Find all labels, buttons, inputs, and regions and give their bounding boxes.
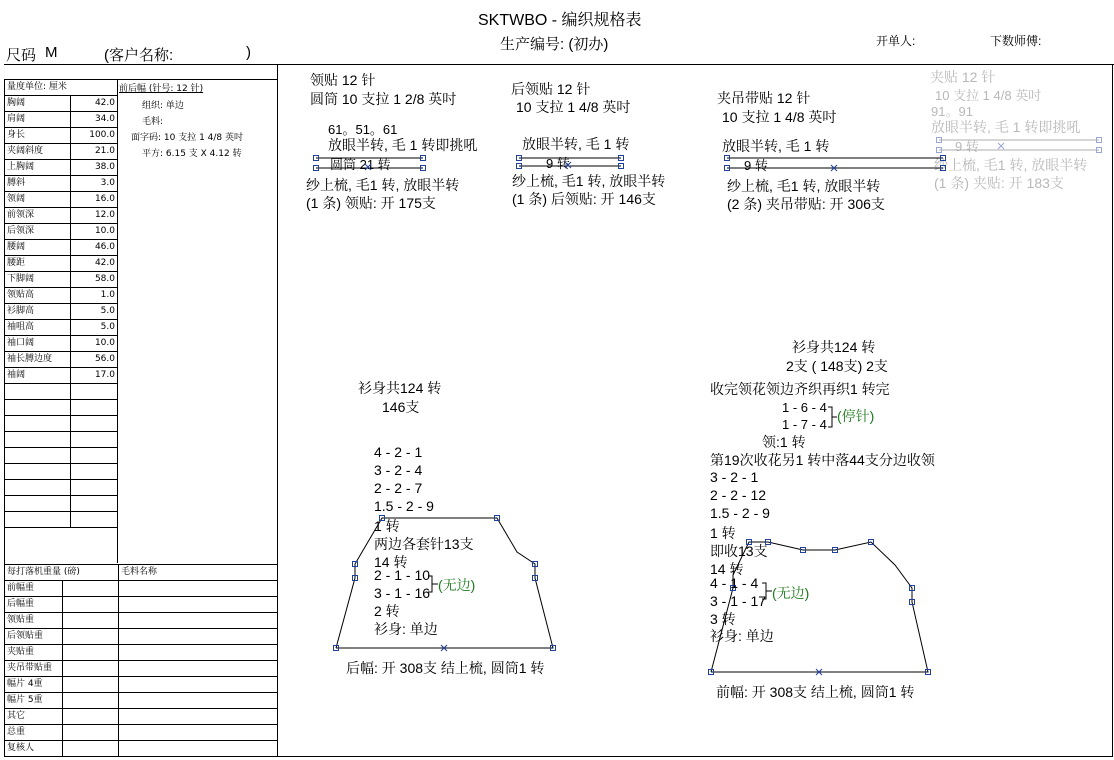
armhole-line2: (1 条) 夹贴: 开 183支 (934, 175, 1064, 191)
front-side-step-1: 4 - 1 - 4 (710, 575, 759, 591)
front-footer: 前幅: 开 308支 结上梳, 圆筒1 转 (716, 684, 915, 700)
measurement-value: 17.0 (71, 368, 118, 384)
measurement-value: 1.0 (71, 288, 118, 304)
measurement-value: 12.0 (71, 208, 118, 224)
strap-line1: 纱上梳, 毛1 转, 放眼半转 (727, 178, 881, 194)
collar-sub: 圆筒 10 支拉 1 2/8 英吋 (310, 91, 457, 107)
back-collar-note: 放眼半转, 毛 1 转 (522, 136, 630, 152)
front-step: 3 - 2 - 1 (710, 469, 759, 485)
collar-trim-box (314, 156, 426, 171)
fabric-organization: 组织: 单边 (142, 101, 184, 111)
strap-box-label: 9 转 (744, 158, 768, 173)
fabric-yarn: 毛料: (142, 117, 164, 127)
back-total-rows: 衫身共124 转 (358, 380, 442, 396)
weights-header-left: 每打落机重量 (磅) (5, 565, 119, 581)
collar-title: 领贴 12 针 (310, 72, 376, 88)
weight-label: 幅片 5重 (5, 693, 63, 709)
measurement-name: 肩阔 (5, 112, 71, 128)
production-number: 生产编号: (初办) (500, 36, 609, 53)
size-label: 尺码 (6, 47, 37, 64)
back-collar-sub: 10 支拉 1 4/8 英吋 (516, 99, 631, 115)
weights-header-right: 毛料名称 (119, 565, 278, 581)
measurement-name: 袖长膊边度 (5, 352, 71, 368)
front-stitches: 2支 ( 148支) 2支 (786, 358, 888, 374)
fabric-gauge: 平方: 6.15 支 X 4.12 转 (142, 149, 242, 159)
back-collar-line2: (1 条) 后领贴: 开 146支 (512, 191, 656, 207)
measurement-name: 腰距 (5, 256, 71, 272)
weight-label: 其它 (5, 709, 63, 725)
weight-label: 复核人 (5, 741, 63, 757)
measurement-value: 58.0 (71, 272, 118, 288)
back-after-2: 衫身: 单边 (374, 621, 438, 637)
back-footer: 后幅: 开 308支 结上梳, 圆筒1 转 (346, 660, 545, 676)
weight-label: 夹贴重 (5, 645, 63, 661)
fabric-header: 前后幅 (针号: 12 针) (119, 84, 204, 94)
strap-note: 放眼半转, 毛 1 转 (722, 138, 830, 154)
front-side-note: (无边) (772, 585, 810, 601)
measurement-name: 前领深 (5, 208, 71, 224)
weight-label: 总重 (5, 725, 63, 741)
measurement-value: 46.0 (71, 240, 118, 256)
back-step: 4 - 2 - 1 (374, 444, 423, 460)
measurement-name: 胸阔 (5, 96, 71, 112)
collar-line1: 纱上梳, 毛1 转, 放眼半转 (306, 177, 460, 193)
collar-counts: 61。51。61 (328, 122, 398, 137)
weight-label: 领贴重 (5, 613, 63, 629)
armhole-box-label: 9 转 (955, 139, 979, 154)
front-split-note: 第19次收花另1 转中落44支分边收领 (710, 452, 935, 468)
measurement-value: 10.0 (71, 336, 118, 352)
back-step: 14 转 (374, 554, 408, 570)
back-step: 1 转 (374, 518, 400, 534)
client-name-label: (客户名称: (104, 47, 174, 64)
front-neck-note: (停针) (837, 408, 875, 424)
collar-note: 放眼半转, 毛 1 转即挑吼 (328, 137, 478, 153)
front-collar-row: 领:1 转 (762, 434, 806, 450)
weight-label: 后领贴重 (5, 629, 63, 645)
sheet-title: SKTWBO - 编织规格表 (478, 12, 642, 29)
armhole-trim-box (937, 138, 1102, 153)
measurement-value: 5.0 (71, 304, 118, 320)
back-side-step-1: 2 - 1 - 10 (374, 567, 431, 583)
back-collar-trim-box (517, 156, 624, 169)
measurement-name: 袖口阔 (5, 336, 71, 352)
measurement-name: 袖阔 (5, 368, 71, 384)
front-step: 即收13支 (710, 543, 768, 559)
measurement-value: 21.0 (71, 144, 118, 160)
front-step: 1.5 - 2 - 9 (710, 505, 770, 521)
measurement-name: 上胸阔 (5, 160, 71, 176)
weight-label: 前幅重 (5, 581, 63, 597)
measurement-value: 42.0 (71, 96, 118, 112)
measurement-value: 42.0 (71, 256, 118, 272)
back-side-note: (无边) (438, 577, 476, 593)
measurement-name: 后领深 (5, 224, 71, 240)
measurement-name: 袖咀高 (5, 320, 71, 336)
front-side-step-2: 3 - 1 - 17 (710, 593, 767, 609)
measurement-value: 34.0 (71, 112, 118, 128)
fabric-sample: 面字码: 10 支拉 1 4/8 英吋 (131, 133, 243, 143)
armhole-note: 放眼半转, 毛 1 转即挑吼 (931, 119, 1081, 135)
back-collar-box-label: 9 转 (546, 156, 570, 171)
back-step: 2 - 2 - 7 (374, 480, 423, 496)
weight-label: 夹吊带贴重 (5, 661, 63, 677)
measurements-unit-label: 量度单位: 厘米 (5, 80, 118, 96)
client-name-close: ) (246, 44, 251, 61)
measurement-value: 38.0 (71, 160, 118, 176)
back-collar-line1: 纱上梳, 毛1 转, 放眼半转 (512, 173, 666, 189)
front-neck-step-1: 1 - 6 - 4 (782, 400, 827, 415)
front-neck-step-2: 1 - 7 - 4 (782, 417, 827, 432)
back-collar-title: 后领贴 12 针 (511, 81, 591, 97)
front-after-1: 3 转 (710, 611, 736, 627)
armhole-title: 夹贴 12 针 (930, 69, 996, 85)
measurement-name: 膊斜 (5, 176, 71, 192)
front-neck-bracket (828, 407, 837, 427)
strap-trim-box (725, 156, 946, 172)
back-step: 1.5 - 2 - 9 (374, 498, 434, 514)
back-after-1: 2 转 (374, 603, 400, 619)
front-step: 14 转 (710, 561, 744, 577)
strap-title: 夹吊带贴 12 针 (717, 90, 811, 106)
measurement-name: 衫脚高 (5, 304, 71, 320)
back-step: 3 - 2 - 4 (374, 462, 423, 478)
measurement-name: 领阔 (5, 192, 71, 208)
back-stitches: 146支 (382, 399, 420, 415)
measurement-name: 腰阔 (5, 240, 71, 256)
collar-line2: (1 条) 领贴: 开 175支 (306, 195, 436, 211)
measurement-value: 56.0 (71, 352, 118, 368)
measurement-name: 下脚阔 (5, 272, 71, 288)
issuer-label: 开单人: (876, 34, 916, 48)
measurement-name: 领贴高 (5, 288, 71, 304)
measurement-name: 身长 (5, 128, 71, 144)
size-value: M (45, 44, 58, 61)
front-total-rows: 衫身共124 转 (792, 339, 876, 355)
front-after-2: 衫身: 单边 (710, 628, 774, 644)
front-neck-done: 收完领花领边齐织再织1 转完 (710, 381, 890, 397)
strap-line2: (2 条) 夹吊带贴: 开 306支 (727, 196, 885, 212)
armhole-line1: 纱上梳, 毛1 转, 放眼半转 (934, 157, 1088, 173)
measurement-value: 5.0 (71, 320, 118, 336)
measurement-value: 10.0 (71, 224, 118, 240)
armhole-counts: 91。91 (931, 104, 973, 119)
armhole-sub: 10 支拉 1 4/8 英吋 (935, 88, 1042, 103)
weight-label: 幅片 4重 (5, 677, 63, 693)
measurement-value: 16.0 (71, 192, 118, 208)
weight-label: 后幅重 (5, 597, 63, 613)
back-step: 两边各套针13支 (374, 536, 474, 552)
front-step: 1 转 (710, 525, 736, 541)
back-side-step-2: 3 - 1 - 16 (374, 585, 431, 601)
measurement-value: 3.0 (71, 176, 118, 192)
strap-sub: 10 支拉 1 4/8 英吋 (722, 109, 837, 125)
master-label: 下数师傅: (990, 34, 1042, 48)
measurement-value: 100.0 (71, 128, 118, 144)
collar-box-label: 圆筒 21 转 (330, 157, 391, 172)
measurement-name: 夹阔斜度 (5, 144, 71, 160)
front-step: 2 - 2 - 12 (710, 487, 767, 503)
